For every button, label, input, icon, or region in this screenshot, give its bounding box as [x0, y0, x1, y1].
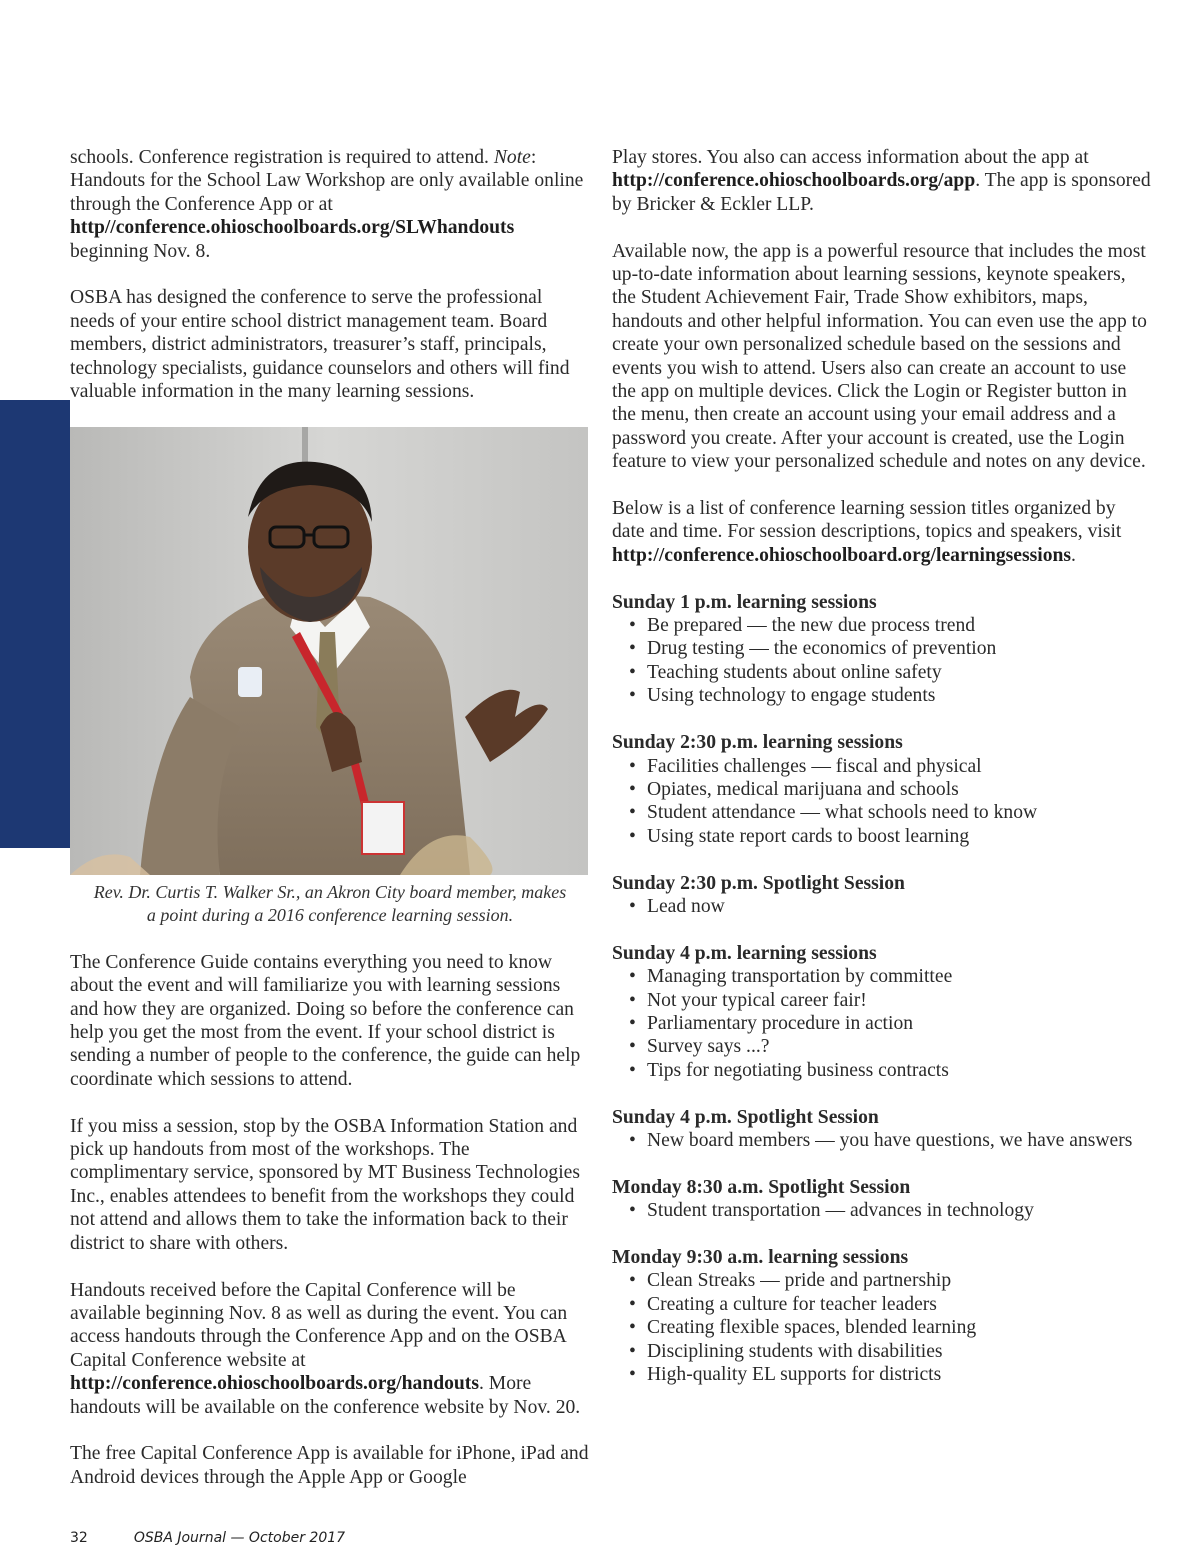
session-heading: Monday 8:30 a.m. Spotlight Session [612, 1176, 911, 1198]
session-item: • Drug testing — the economics of prevention [647, 637, 1152, 660]
session-items [612, 614, 1152, 708]
session-item: • Clean Streaks — pride and partnership [647, 1269, 1152, 1292]
left-column [70, 146, 590, 1513]
right-column [612, 146, 1152, 1410]
session-item: • Disciplining students with disabilities [647, 1340, 1152, 1363]
session-items [612, 895, 1152, 918]
session-item: • Teaching students about online safety [647, 661, 1152, 684]
journal-title: OSBA Journal — October 2017 [133, 1530, 346, 1546]
session-item: • Student transportation — advances in technology [647, 1199, 1152, 1222]
session-item: • Creating a culture for teacher leaders [647, 1293, 1152, 1316]
session-item: • Student attendance — what schools need to know [647, 801, 1152, 824]
paragraph-osba-designed: OSBA has designed the conference to serve the professional needs of your entire school district management team. Board members, district administrators, treasurer’s staff, principals, technology specialists, guidance counselors and others will find valuable information in the many learning sessions. [70, 287, 570, 403]
session-items [612, 1199, 1152, 1222]
paragraph-session-list-intro: Below is a list of conference learning session titles organized by date and time. For session descriptions, topics and speakers, visit http://conference.ohioschoolboard.org/learningsessions. [612, 498, 1122, 566]
session-item: • Parliamentary procedure in action [647, 1012, 1152, 1035]
session-heading: Sunday 2:30 p.m. Spotlight Session [612, 872, 905, 894]
session-heading: Sunday 1 p.m. learning sessions [612, 591, 877, 613]
session-items [612, 1269, 1152, 1386]
handouts-link[interactable]: http://conference.ohioschoolboards.org/handouts [70, 1373, 479, 1395]
app-link[interactable]: http://conference.ohioschoolboards.org/app [612, 170, 976, 192]
session-item: • Not your typical career fair! [647, 989, 1152, 1012]
session-item: • Be prepared — the new due process trend [647, 614, 1152, 637]
session-item: • New board members — you have questions, we have answers [647, 1129, 1152, 1152]
session-item: • Managing transportation by committee [647, 965, 1152, 988]
learning-sessions-link[interactable]: http://conference.ohioschoolboard.org/learningsessions [612, 544, 1072, 566]
paragraph-play-stores: Play stores. You also can access information about the app at http://conference.ohioschoolboards.org/app. The app is sponsored by Bricker & Eckler LLP. [612, 147, 1151, 215]
session-items [612, 755, 1152, 849]
session-heading: Sunday 4 p.m. Spotlight Session [612, 1106, 879, 1128]
session-item: • Using state report cards to boost learning [647, 825, 1152, 848]
session-item: • High-quality EL supports for districts [647, 1363, 1152, 1386]
photo-caption: Rev. Dr. Curtis T. Walker Sr., an Akron City board member, makes a point during a 2016 conference learning session. [93, 881, 567, 925]
session-items [612, 1129, 1152, 1152]
session-item: • Creating flexible spaces, blended learning [647, 1316, 1152, 1339]
paragraph-conference-guide: The Conference Guide contains everything you need to know about the event and will familiarize you with learning sessions and how they are organized. Doing so before the conference can help you get the most from the event. If your school district is sending a number of people to the conference, the guide can help coordinate which sessions to attend. [70, 951, 581, 1090]
session-item: • Facilities challenges — fiscal and physical [647, 755, 1152, 778]
session-item: • Tips for negotiating business contracts [647, 1059, 1152, 1082]
session-heading: Sunday 2:30 p.m. learning sessions [612, 732, 903, 754]
session-item: • Using technology to engage students [647, 684, 1152, 707]
session-item: • Lead now [647, 895, 1152, 918]
session-heading: Monday 9:30 a.m. learning sessions [612, 1246, 909, 1268]
paragraph-app-resource: Available now, the app is a powerful resource that includes the most up-to-date information about learning sessions, keynote speakers, the Student Achievement Fair, Trade Show exhibitors, maps, handouts and other helpful information. You can even use the app to create your own personalized schedule based on the sessions and events you wish to attend. Users also can create an account to use the app on multiple devices. Click the Login or Register button in the menu, then create an account using your email address and a password you create. After your account is created, use the Login feature to view your personalized schedule and notes on any device. [612, 240, 1147, 473]
handouts-sl-link[interactable]: http//conference.ohioschoolboards.org/SLWhandouts [70, 217, 515, 239]
session-items [612, 965, 1152, 1082]
speaker-photo [70, 427, 588, 875]
page-footer [70, 1530, 345, 1546]
paragraph-registration: schools. Conference registration is required to attend. Note: Handouts for the School Law Workshop are only available online through the Conference App or at http//conference.ohioschoolboards.org/SLWhandouts beginning Nov. 8. [70, 147, 584, 262]
speaker-photo-image [70, 427, 588, 875]
session-heading: Sunday 4 p.m. learning sessions [612, 942, 877, 964]
blue-accent-bar [0, 400, 70, 848]
paragraph-missed-session: If you miss a session, stop by the OSBA Information Station and pick up handouts from most of the workshops. The complimentary service, sponsored by MT Business Technologies Inc., enables attendees to benefit from the workshops they could not attend and allows them to take the information back to their district to share with others. [70, 1115, 580, 1254]
session-item: • Opiates, medical marijuana and schools [647, 778, 1152, 801]
session-list [612, 591, 1152, 1387]
paragraph-handouts: Handouts received before the Capital Conference will be available beginning Nov. 8 as well as during the event. You can access handouts through the Conference App and on the OSBA Capital Conference website at http://conference.ohioschoolboards.org/handouts. More handouts will be available on the conference website by Nov. 20. [70, 1279, 581, 1418]
session-item: • Survey says ...? [647, 1035, 1152, 1058]
paragraph-app-intro: The free Capital Conference App is available for iPhone, iPad and Android devices through the Apple App or Google [70, 1443, 589, 1488]
page-number: 32 [70, 1530, 88, 1546]
